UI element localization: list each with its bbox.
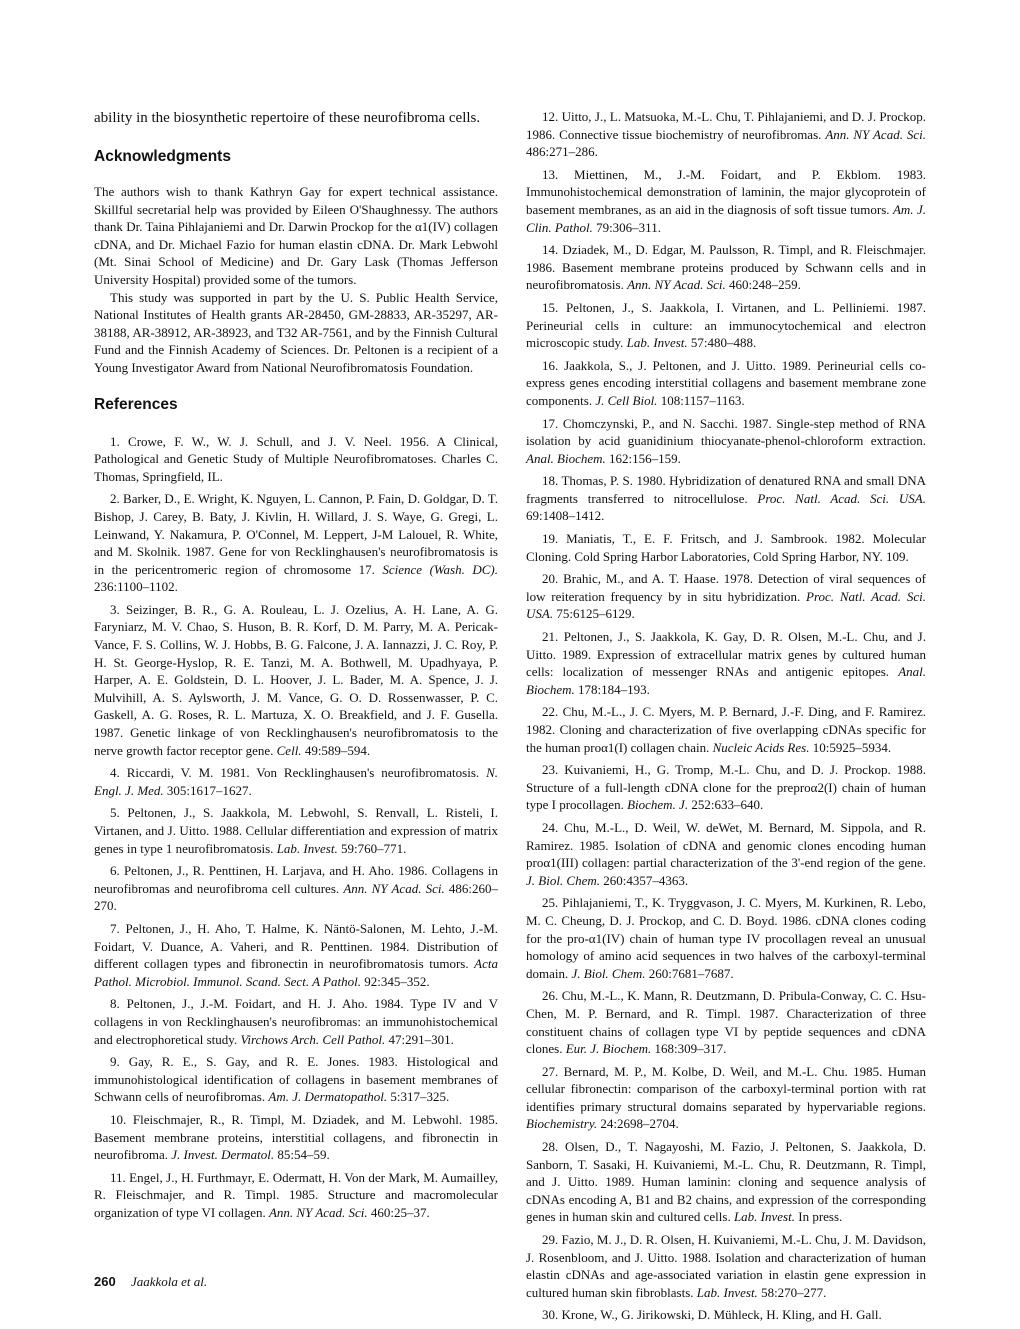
reference-text: 21. Peltonen, J., S. Jaakkola, K. Gay, D. R. Olsen, M.-L. Chu, and J. Uitto. 1989. Expression of extracellular matrix genes by cultured human cells: localization of messenger RNAs and antigenic epitopes.: [526, 629, 926, 680]
reference-entry: [526, 894, 926, 982]
reference-text: 25. Pihlajaniemi, T., K. Tryggvason, J. C. Myers, M. Kurkinen, R. Lebo, M. C. Cheung, D. J. Prockop, and C. D. Boyd. 1986. cDNA clones coding for the pro-α1(IV) chain of human type IV procollagen reveal an unusual homology of amino acid sequences in two halves of the carboxyl-terminal domain.: [526, 895, 926, 981]
reference-journal: Ann. NY Acad. Sci.: [268, 1204, 368, 1220]
reference-journal: Nucleic Acids Res.: [712, 739, 810, 755]
reference-text: 5. Peltonen, J., S. Jaakkola, M. Lebwohl, S. Renvall, L. Risteli, I. Virtanen, and J. Uitto. 1988. Cellular differentiation and expression of matrix genes in type 1 neurofibromatosis.: [94, 805, 498, 856]
reference-citation: 49:589–594.: [304, 742, 371, 758]
reference-entry: [94, 1169, 498, 1222]
reference-journal: Anal. Biochem.: [526, 450, 606, 466]
reference-citation: 57:480–488.: [690, 335, 757, 351]
reference-list-left: [94, 433, 498, 1222]
reference-text: 8. Peltonen, J., J.-M. Foidart, and H. J. Aho. 1984. Type IV and V collagens in von Recklinghausen's neurofibromas: an immunohistochemical and electrophoretical study.: [94, 996, 498, 1047]
reference-journal: Eur. J. Biochem.: [565, 1041, 652, 1057]
reference-text: 10. Fleischmajer, R., R. Timpl, M. Dziadek, and M. Lebwohl. 1985. Basement membrane proteins, interstitial collagens, and fibronectin in neurofibroma.: [94, 1111, 498, 1163]
reference-citation: 58:270–277.: [761, 1284, 827, 1300]
reference-journal: Acta Pathol. Microbiol. Immunol. Scand. Sect. A Pathol.: [94, 956, 498, 989]
reference-journal: Biochemistry.: [526, 1116, 598, 1132]
reference-entry: [94, 764, 498, 799]
reference-entry: [526, 570, 926, 623]
reference-citation: 10:5925–5934.: [812, 739, 892, 755]
reference-citation: 252:633–640.: [691, 797, 764, 813]
reference-citation: 486:271–286.: [526, 144, 598, 160]
reference-text: 9. Gay, R. E., S. Gay, and R. E. Jones. 1983. Histological and immunohistological identification of collagens in basement membranes of Schwann cells of neurofibromas.: [94, 1054, 498, 1105]
reference-entry: [526, 1306, 926, 1324]
reference-text: 19. Maniatis, T., E. F. Fritsch, and J. Sambrook. 1982. Molecular Cloning. Cold Spring Harbor Laboratories, Cold Spring Harbor, NY. 109.: [526, 531, 926, 564]
reference-journal: J. Cell Biol.: [595, 392, 658, 408]
funding-paragraph: This study was supported in part by the U. S. Public Health Service, National Institutes of Health grants AR-28450, GM-28833, AR-35297, AR-38188, AR-38912, AR-38923, and T32 AR-7561, and by the Finnish Cultural Fund and the Finnish Academy of Sciences. Dr. Peltonen is a recipient of a Young Investigator Award from National Neurofibromatosis Foundation.: [94, 289, 498, 375]
reference-text: 7. Peltonen, J., H. Aho, T. Halme, K. Näntö-Salonen, M. Lehto, J.-M. Foidart, V. Duance, A. Vaheri, and R. Penttinen. 1984. Distribution of different collagen types and fibronectin in neurofibromatosis tumors.: [94, 920, 498, 972]
reference-journal: Virchows Arch. Cell Pathol.: [240, 1031, 386, 1047]
right-column: [526, 108, 926, 1329]
reference-text: 2. Barker, D., E. Wright, K. Nguyen, L. Cannon, P. Fain, D. Goldgar, D. T. Bishop, J. Carey, B. Baty, J. Kivlin, H. Willard, J. S. Waye, G. Gregi, L. Leinwand, Y. Nakamura, P. O'Connel, M. Leppert, J-M Lalouel, R. White, and M. Skolnik. 1987. Gene for von Recklinghausen's neurofibromatosis is in the pericentromeric region of chromosome 17.: [94, 491, 498, 577]
reference-entry: [526, 357, 926, 410]
reference-text: 1. Crowe, F. W., W. J. Schull, and J. V. Neel. 1956. A Clinical, Pathological and Genetic Study of Multiple Neurofibromatoses. Charles C. Thomas, Springfield, IL.: [94, 433, 498, 484]
reference-journal: J. Biol. Chem.: [571, 965, 646, 981]
reference-journal: Lab. Invest.: [696, 1284, 758, 1300]
reference-text: 27. Bernard, M. P., M. Kolbe, D. Weil, and M.-L. Chu. 1985. Human cellular fibronectin: comparison of the carboxyl-terminal portion with rat identifies primary structural domains separated by hypervariable regions.: [526, 1063, 926, 1114]
reference-text: 30. Krone, W., G. Jirikowski, D. Mühleck, H. Kling, and H. Gall.: [542, 1307, 882, 1323]
reference-entry: [526, 1231, 926, 1301]
reference-journal: Cell.: [276, 742, 302, 758]
reference-entry: [94, 1053, 498, 1106]
reference-text: 4. Riccardi, V. M. 1981. Von Recklinghausen's neurofibromatosis.: [110, 765, 480, 781]
reference-entry: [526, 166, 926, 236]
reference-journal: J. Biol. Chem.: [526, 872, 601, 888]
reference-journal: Biochem. J.: [627, 797, 689, 813]
reference-text: 11. Engel, J., H. Furthmayr, E. Odermatt, H. Von der Mark, M. Aumailley, R. Fleischmajer, and R. Timpl. 1985. Structure and macromolecular organization of type VI collagen.: [94, 1169, 498, 1220]
reference-entry: [94, 862, 498, 915]
reference-entry: [94, 433, 498, 486]
reference-text: 6. Peltonen, J., R. Penttinen, H. Larjava, and H. Aho. 1986. Collagens in neurofibromas and neurofibroma cell cultures.: [94, 863, 498, 896]
reference-journal: Ann. NY Acad. Sci.: [627, 277, 726, 293]
reference-citation: 168:309–317.: [654, 1041, 727, 1057]
reference-entry: [94, 601, 498, 759]
reference-journal: Anal. Biochem.: [526, 664, 926, 697]
reference-citation: 75:6125–6129.: [556, 606, 635, 622]
reference-text: 26. Chu, M.-L., K. Mann, R. Deutzmann, D. Pribula-Conway, C. C. Hsu-Chen, M. P. Bernard, and R. Timpl. 1987. Characterization of three constituent chains of collagen type VI by peptide sequences and cDNA clones.: [526, 988, 926, 1057]
reference-citation: 108:1157–1163.: [660, 392, 745, 408]
reference-journal: Am. J. Dermatopathol.: [268, 1089, 388, 1105]
reference-text: 13. Miettinen, M., J.-M. Foidart, and P. Ekblom. 1983. Immunohistochemical demonstration of laminin, the major glycoprotein of basement membranes, as an aid in the diagnosis of soft tissue tumors.: [526, 166, 926, 217]
reference-entry: [94, 920, 498, 990]
reference-entry: [526, 819, 926, 889]
reference-text: 12. Uitto, J., L. Matsuoka, M.-L. Chu, T. Pihlajaniemi, and D. J. Prockop. 1986. Connective tissue biochemistry of neurofibromas.: [526, 109, 926, 142]
reference-entry: [526, 415, 926, 468]
reference-entry: [526, 241, 926, 294]
reference-entry: [526, 1138, 926, 1226]
left-column: [94, 108, 498, 1226]
reference-text: 24. Chu, M.-L., D. Weil, W. deWet, M. Bernard, M. Sippola, and R. Ramirez. 1985. Isolation of cDNA and genomic clones encoding human proα1(III) collagen: partial characterization of the 3'-end region of the gene.: [526, 819, 926, 871]
reference-citation: 69:1408–1412.: [526, 508, 605, 524]
reference-journal: J. Invest. Dermatol.: [171, 1147, 275, 1163]
reference-entry: [526, 530, 926, 565]
reference-journal: Am. J. Clin. Pathol.: [526, 201, 927, 235]
reference-journal: Lab. Invest.: [733, 1209, 795, 1225]
running-author: Jaakkola et al.: [130, 1274, 208, 1289]
reference-citation: In press.: [798, 1209, 843, 1225]
reference-citation: 59:760–771.: [340, 840, 407, 856]
reference-text: 23. Kuivaniemi, H., G. Tromp, M.-L. Chu, and D. J. Prockop. 1988. Structure of a full-length cDNA clone for the preproα2(I) chain of human type I procollagen.: [526, 762, 926, 813]
reference-text: 15. Peltonen, J., S. Jaakkola, I. Virtanen, and L. Pelliniemi. 1987. Perineurial cells in culture: an immunocytochemical and electron microscopic study.: [526, 299, 926, 351]
reference-text: 18. Thomas, P. S. 1980. Hybridization of denatured RNA and small DNA fragments transferred to nitrocellulose.: [526, 473, 926, 506]
reference-journal: Lab. Invest.: [626, 335, 688, 351]
reference-citation: 79:306–311.: [596, 219, 661, 235]
reference-entry: [94, 1111, 498, 1164]
reference-journal: Proc. Natl. Acad. Sci. USA.: [526, 588, 926, 622]
reference-text: 14. Dziadek, M., D. Edgar, M. Paulsson, R. Timpl, and R. Fleischmajer. 1986. Basement membrane proteins produced by Schwann cells and in neurofibromatosis.: [526, 242, 926, 293]
reference-text: 3. Seizinger, B. R., G. A. Rouleau, L. J. Ozelius, A. H. Lane, A. G. Faryniarz, M. V. Chao, S. Huson, B. R. Korf, D. M. Parry, M. A. Pericak-Vance, F. S. Collins, W. J. Hobbs, B. G. Falcone, J. A. Iannazzi, J. C. Roy, P. H. St. George-Hyslop, R. E. Tanzi, M. A. Bothwell, M. Upadhyaya, P. Harper, A. E. Goldstein, D. L. Hoover, J. L. Bader, M. A. Spence, J. J. Mulvihill, A. S. Aylsworth, J. M. Vance, G. O. D. Rossenwasser, P. C. Gaskell, A. G. Roses, R. L. Martuza, X. O. Breakfield, and J. F. Gusella. 1987. Genetic linkage of von Recklinghausen's neurofibromatosis to the nerve growth factor receptor gene.: [94, 601, 498, 758]
reference-entry: [94, 995, 498, 1048]
page-footer: [94, 1274, 207, 1290]
acknowledgments-heading: Acknowledgments: [94, 148, 231, 165]
reference-entry: [526, 987, 926, 1057]
reference-citation: 24:2698–2704.: [600, 1116, 679, 1132]
reference-citation: 178:184–193.: [577, 681, 650, 697]
reference-citation: 460:248–259.: [729, 277, 801, 293]
reference-entry: [526, 472, 926, 525]
reference-citation: 236:1100–1102.: [94, 579, 178, 595]
reference-text: 17. Chomczynski, P., and N. Sacchi. 1987. Single-step method of RNA isolation by acid guanidinium thiocyanate-phenol-chloroform extraction.: [526, 415, 926, 449]
reference-text: 28. Olsen, D., T. Nagayoshi, M. Fazio, J. Peltonen, S. Jaakkola, D. Sanborn, T. Sasaki, H. Kuivaniemi, M.-L. Chu, R. Deutzmann, R. Timpl, and J. Uitto. 1989. Human laminin: cloning and sequence analysis of cDNAs encoding A, B1 and B2 chains, and expression of the corresponding genes in human skin and cultured cells.: [526, 1139, 926, 1225]
reference-entry: [94, 490, 498, 596]
reference-text: 20. Brahic, M., and A. T. Haase. 1978. Detection of viral sequences of low reiteration frequency by in situ hybridization.: [526, 571, 926, 604]
reference-journal: Proc. Natl. Acad. Sci. USA.: [757, 490, 926, 506]
reference-text: 22. Chu, M.-L., J. C. Myers, M. P. Bernard, J.-F. Ding, and F. Ramirez. 1982. Cloning and characterization of five overlapping cDNAs specific for the human proα1(I) collagen chain.: [526, 704, 926, 755]
reference-entry: [526, 108, 926, 161]
page-number: 260: [94, 1274, 116, 1289]
reference-entry: [526, 703, 926, 756]
reference-text: 29. Fazio, M. J., D. R. Olsen, H. Kuivaniemi, M.-L. Chu, J. M. Davidson, J. Rosenbloom, and J. Uitto. 1988. Isolation and characterization of human elastin cDNAs and age-associated variation in elastin gene expression in cultured human skin fibroblasts.: [526, 1232, 926, 1300]
reference-list-right: [526, 108, 926, 1324]
lead-paragraph: ability in the biosynthetic repertoire of these neurofibroma cells.: [94, 110, 481, 126]
reference-citation: 305:1617–1627.: [166, 782, 252, 798]
reference-entry: [526, 299, 926, 352]
reference-citation: 92:345–352.: [364, 973, 430, 989]
reference-citation: 162:156–159.: [609, 450, 681, 466]
reference-journal: Science (Wash. DC).: [382, 561, 498, 577]
reference-text: 16. Jaakkola, S., J. Peltonen, and J. Uitto. 1989. Perineurial cells co-express genes encoding interstitial collagens and basement membrane zone components.: [526, 357, 926, 408]
acknowledgments-paragraph: The authors wish to thank Kathryn Gay for expert technical assistance. Skillful secretarial help was provided by Eileen O'Shaughnessy. The authors thank Dr. Taina Pihlajaniemi and Dr. Darwin Prockop for the α1(IV) collagen cDNA, and Dr. Michael Fazio for human elastin cDNA. Dr. Mark Lebwohl (Mt. Sinai School of Medicine) and Dr. Gary Lask (Thomas Jefferson University Hospital) provided some of the tumors.: [94, 184, 498, 287]
reference-entry: [94, 804, 498, 857]
reference-citation: 486:260–270.: [94, 880, 499, 914]
reference-citation: 260:4357–4363.: [603, 872, 689, 888]
reference-citation: 47:291–301.: [388, 1031, 454, 1047]
references-heading: References: [94, 395, 178, 413]
reference-journal: Ann. NY Acad. Sci.: [825, 126, 926, 142]
reference-entry: [526, 628, 926, 698]
reference-journal: Lab. Invest.: [276, 840, 338, 856]
reference-journal: Ann. NY Acad. Sci.: [343, 880, 445, 896]
reference-citation: 260:7681–7687.: [648, 965, 734, 981]
reference-entry: [526, 1063, 926, 1133]
reference-citation: 5:317–325.: [390, 1089, 450, 1105]
reference-entry: [526, 761, 926, 814]
reference-citation: 460:25–37.: [370, 1204, 430, 1220]
reference-journal: N. Engl. J. Med.: [94, 765, 498, 798]
reference-citation: 85:54–59.: [277, 1147, 330, 1163]
